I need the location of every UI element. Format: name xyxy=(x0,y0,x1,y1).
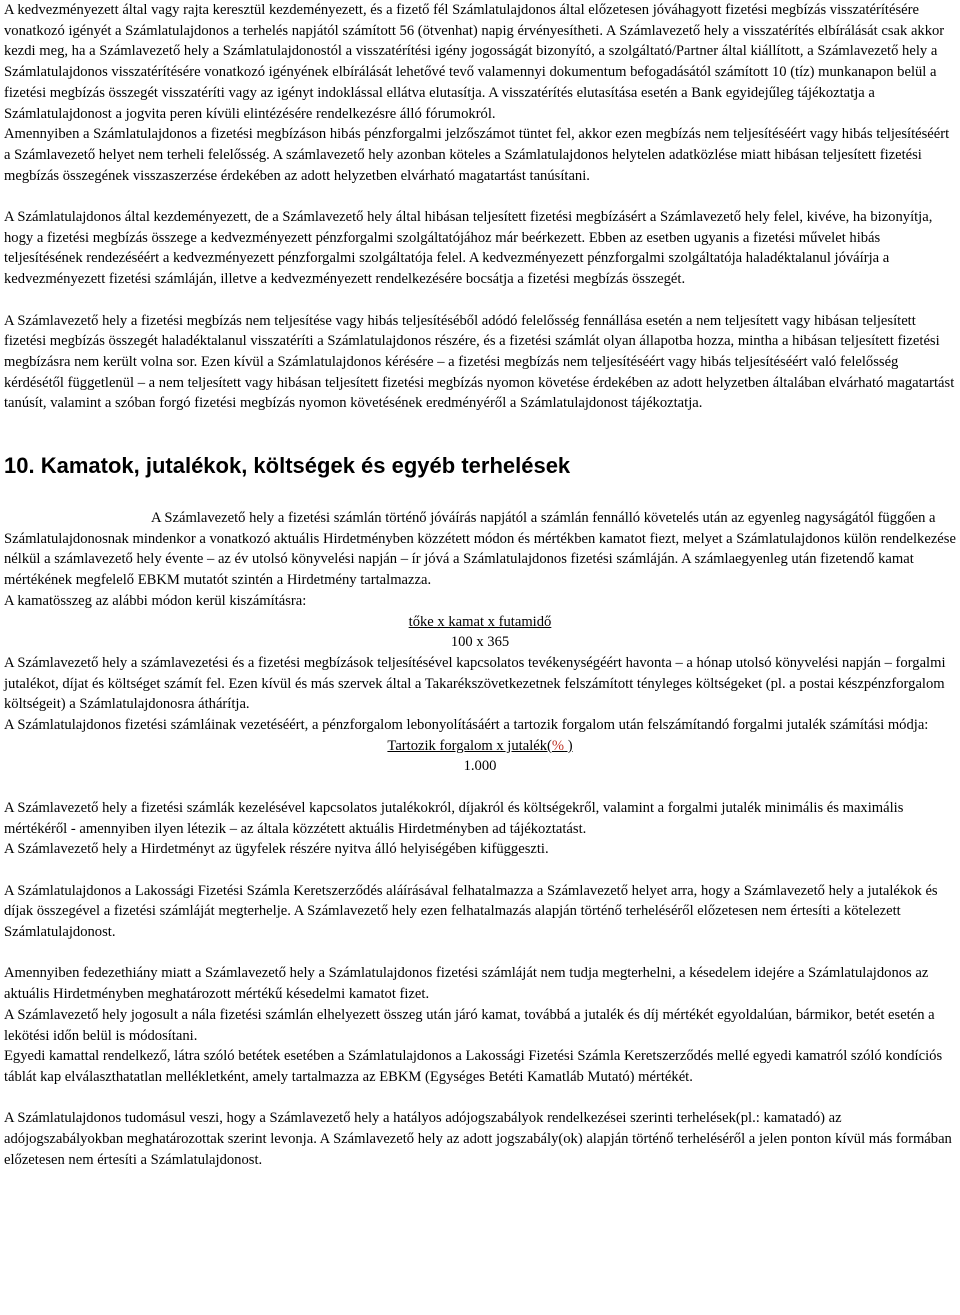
paragraph-liability-refund: A Számlavezető hely a fizetési megbízás nem teljesítése vagy hibás teljesítéséből adódó felelősség fennállása esetén a nem teljesített vagy hibásan teljesített fizetési megbízás összegét haladéktalanul visszatéríti a Számlatulajdonos részére, és a fizetési számlát olyan állapotba hozza, mintha a hibásan teljesített fizetési megbízásra nem került volna sor. Ezen kívül a Számlatulajdonos kérésére – a fizetési megbízás nem teljesítéséért vagy hibás teljesítéséért való felelősség kérdésétől függetlenül – a nem teljesített vagy hibásan teljesített fizetési megbízás nyomon követése érdekében az adott helyzetben általában elvárható magatartást tanúsít, valamint a szóban forgó fizetési megbízás nyomon követésének eredményéről a Számlatulajdonost tájékoztatja. xyxy=(4,312,955,412)
commission-formula-denominator: 1.000 xyxy=(463,758,497,775)
paragraph-refund-claim: A kedvezményezett által vagy rajta keresztül kezdeményezett, és a fizető fél Számlatulajdonos által előzetesen jóváhagyott fizetési megbízás visszatérítésére vonatkozó igényét a Számlatulajdonos a terhelés napjától számított 56 (ötvenhat) napig érvényesítheti. A Számlavezető hely a visszatérítés elbírálását csak akkor kezdi meg, ha a Számlavezető hely a Számlatulajdonostól a visszatérítési igény jogosságát bizonyító, a szolgáltató/Partner által kiállított, a Számlavezető hely a Számlatulajdonos visszatérítésére vonatkozó igényének elbírálását lehetővé tevő valamennyi dokumentum befogadásától számított 10 (tíz) munkanapon belül a fizetési megbízás összegét visszatéríti vagy az igényt indoklással ellátva elutasítja. A visszatérítés elutasítása esetén a Bank egyidejűleg tájékoztatja a Számlatulajdonost a jogvita peren kívüli elintézésére rendelkezésre álló fórumokról. xyxy=(4,2,945,122)
spacer xyxy=(4,943,956,964)
commission-formula-numerator: Tartozik forgalom x jutalék(% ) xyxy=(387,737,573,754)
interest-formula-numerator: tőke x kamat x futamidő xyxy=(408,613,552,630)
paragraph-late-interest: Amennyiben fedezethiány miatt a Számlavezető hely a Számlatulajdonos fizetési számláját nem tudja megterhelni, a késedelem idejére a Számlatulajdonos az aktuális Hirdetményben meghatározott mértékű késedelmi kamatot fizet. xyxy=(4,965,929,1003)
commission-formula xyxy=(4,736,956,777)
paragraph-monthly-fees: A Számlavezető hely a számlavezetési és a fizetési megbízások teljesítésével kapcsolatos tevékenységéért havonta – a hónap utolsó könyvelési napján – forgalmi jutalékot, díjat és költséget számít fel. Ezen kívül és más szervek által a Takarékszövetkezetnek felszámított tényleges költségeket (pl. a postai készpénzforgalom költségeit) a Számlatulajdonosra áthárítja. xyxy=(4,654,946,713)
spacer xyxy=(4,860,956,881)
interest-calc-label: A kamatösszeg az alábbi módon kerül kiszámításra: xyxy=(4,592,307,609)
paragraph-faulty-execution: A Számlatulajdonos által kezdeményezett, de a Számlavezető hely által hibásan teljesített fizetési megbízásért a Számlavezető hely felel, kivéve, ha bizonyítja, hogy a fizetési megbízás összege a kedvezményezett pénzforgalmi szolgáltatójához már beérkezett. Ebben az esetben ugyanis a fizetési művelet hibás teljesítésének rendezéséért a kedvezményezett pénzforgalmi szolgáltatója felel. A kedvezményezett pénzforgalmi szolgáltatója haladéktalanul jóváírja a kedvezményezett fizetési számláján, illetve a kedvezményezett rendelkezésére bocsátja a fizetési megbízás összegét. xyxy=(4,209,933,288)
section-heading: 10. Kamatok, jutalékok, költségek és egyéb terhelések xyxy=(4,453,571,479)
paragraph-wrong-account-number: Amennyiben a Számlatulajdonos a fizetési megbízáson hibás pénzforgalmi jelzőszámot tüntet fel, akkor ezen megbízás nem teljesítéséért vagy hibás teljesítéséért a Számlavezető helyet nem terheli felelősség. A számlavezető hely azonban köteles a Számlatulajdonos helytelen adatközlése miatt hibásan teljesített fizetési megbízás összegének visszaszerzése érdekében az adott helyzetben elvárható magatartást tanúsítani. xyxy=(4,126,950,184)
paragraph-fee-info: A Számlavezető hely a fizetési számlák kezelésével kapcsolatos jutalékokról, díjakról és költségekről, valamint a forgalmi jutalék minimális és maximális mértékéről - amennyiben ilyen létezik – az általa közzétett aktuális Hirdetményben ad tájékoztatást. xyxy=(4,799,904,837)
paragraph-debit-authorization: A Számlatulajdonos a Lakossági Fizetési Számla Keretszerződés aláírásával felhatalmazza a Számlavezető helyet arra, hogy a Számlavezető hely a jutalékok és díjak összegével a fizetési számláját megterhelje. A Számlavezető hely ezen felhatalmazás alapján történő terheléséről előzetesen nem értesíti a kötelezett Számlatulajdonost. xyxy=(4,882,938,941)
spacer xyxy=(4,186,956,207)
paragraph-notice-posting: A Számlavezető hely a Hirdetményt az ügyfelek részére nyitva álló helyiségében kifüggeszti. xyxy=(4,841,549,858)
paragraph-tax-deduction: A Számlatulajdonos tudomásul veszi, hogy a Számlavezető hely a hatályos adójogszabályok rendelkezései szerinti terhelések(pl.: kamatadó) az adójogszabályokban meghatározottak szerint levonja. A Számlavezető hely az adott jogszabály(ok) alapján történő terheléséről a jelen ponton kívül más formában előzetesen nem értesíti a Számlatulajdonost. xyxy=(4,1110,952,1168)
spacer xyxy=(4,1088,956,1109)
interest-formula xyxy=(4,612,956,653)
paragraph-ebkm: Egyedi kamattal rendelkező, látra szóló betétek esetében a Számlatulajdonos a Lakossági Fizetési Számla Keretszerződés mellé egyedi kamatról szóló kondíciós táblát kap elválaszthatatlan mellékletként, amely tartalmazza az EBKM (Egységes Betéti Kamatláb Mutató) mértékét. xyxy=(4,1048,943,1085)
paragraph-interest-intro: A Számlavezető hely a fizetési számlán történő jóváírás napjától a számlán fennálló követelés után az egyenleg nagyságától függően a Számlatulajdonosnak mindenkor a vonatkozó aktuális Hirdetményben közzétett módon és mértékben kamatot fiezt, melyet a Számlatulajdonos külön rendelkezése nélkül a számlavezető hely évente – az év utolsó könyvelési napján – ír jóvá a Számlatulajdonos fizetési számláján. A számlaegyenleg után fizetendő kamat mértékének megfelelő EBKM mutatót szintén a Hirdetmény tartalmazza. xyxy=(4,510,956,589)
paragraph-unilateral-change: A Számlavezető hely jogosult a nála fizetési számlán elhelyezett összeg után járó kamat, továbbá a jutalék és díj mértékét egyoldalúan, bármikor, betét esetén a lekötési időn belül is módosítani. xyxy=(4,1006,935,1044)
spacer xyxy=(4,777,956,798)
percent-sign: % xyxy=(551,737,565,754)
spacer xyxy=(4,290,956,311)
interest-formula-denominator: 100 x 365 xyxy=(450,634,510,651)
paragraph-commission-method: A Számlatulajdonos fizetési számláinak vezetéséért, a pénzforgalom lebonyolításáért a tartozik forgalom után felszámítandó forgalmi jutalék számítási módja: xyxy=(4,717,929,734)
